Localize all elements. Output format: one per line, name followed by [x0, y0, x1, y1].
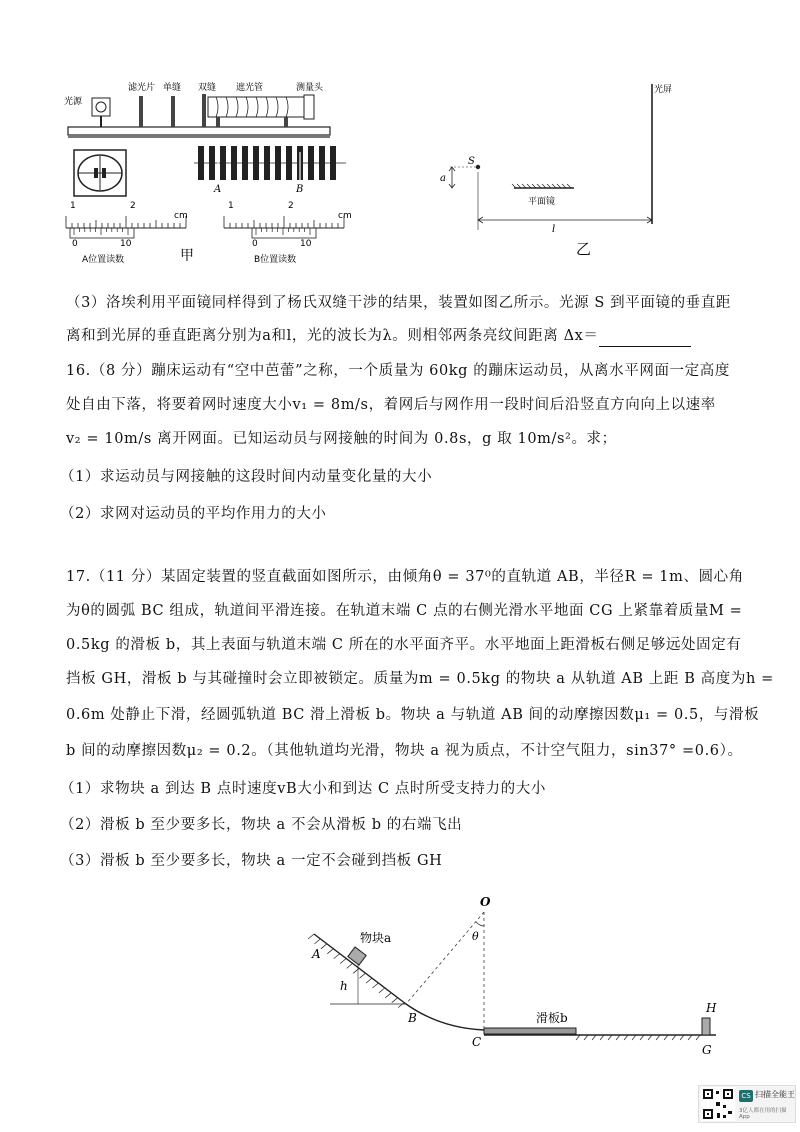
- label-h: h: [340, 979, 348, 993]
- label-G: G: [702, 1043, 712, 1057]
- incline-hatch: [360, 973, 366, 978]
- incline-hatch: [314, 939, 320, 944]
- watermark-sub: 3亿人都在用的扫描App: [739, 1108, 787, 1120]
- q16-line1: 16.（8 分）蹦床运动有“空中芭蕾”之称，一个质量为 60kg 的蹦床运动员，从离水平网面一定高度: [66, 363, 730, 379]
- ground-hatch: [656, 1035, 660, 1040]
- q17-line5: 0.6m 处静止下滑，经圆弧轨道 BC 滑上滑板 b。物块 a 与轨道 AB 间的动摩擦因数μ₁ = 0.5，与滑板: [66, 707, 760, 723]
- label-H: H: [706, 1001, 717, 1015]
- ruler-A-main-1: 1: [70, 201, 76, 211]
- ground-hatch: [608, 1035, 612, 1040]
- incline-hatch: [347, 963, 353, 968]
- q17-line1: 17.（11 分）某固定装置的竖直截面如图所示，由倾角θ = 37⁰的直轨道 AB，半径R = 1m、圆心角: [66, 569, 744, 585]
- figure-17: [300, 890, 740, 1070]
- q17-line4: 挡板 GH，滑板 b 与其碰撞时会立即被锁定。质量为m = 0.5kg 的物块 a 从轨道 AB 上距 B 高度为h =: [66, 671, 774, 687]
- q17-sub2: （2）滑板 b 至少要多长，物块 a 不会从滑板 b 的右端飞出: [60, 817, 463, 833]
- label-a: a: [440, 173, 446, 184]
- label-B: B: [408, 1011, 417, 1025]
- ruler-A-vernier-10: 10: [120, 239, 132, 249]
- label-mirror: 平面镜: [528, 197, 556, 207]
- ground-hatch: [576, 1035, 580, 1040]
- ground-hatch: [648, 1035, 652, 1040]
- ruler-B-main-1: 1: [228, 201, 234, 211]
- caption-B-reading: B位置读数: [254, 255, 297, 265]
- q17-sub3: （3）滑板 b 至少要多长，物块 a 一定不会碰到挡板 GH: [60, 853, 443, 869]
- incline-hatch: [372, 983, 378, 988]
- answer-blank[interactable]: [599, 332, 691, 347]
- ruler-A-vernier-0: 0: [72, 239, 78, 249]
- watermark-brand: 扫描全能王: [755, 1090, 795, 1099]
- incline-hatch: [366, 978, 372, 983]
- incline-hatch: [392, 998, 398, 1003]
- ruler-B-vernier-10: 10: [300, 239, 312, 249]
- q17-line2: 为θ的圆弧 BC 组成，轨道间平滑连接。在轨道末端 C 点的右侧光滑水平地面 CG 上紧靠着质量M =: [66, 603, 743, 619]
- ruler-B-vernier-0: 0: [252, 239, 258, 249]
- ground-hatch: [640, 1035, 644, 1040]
- label-single-slit: 单缝: [163, 83, 182, 93]
- incline-hatch: [327, 949, 333, 954]
- figure-jia: [56, 80, 356, 272]
- ground-hatch: [688, 1035, 692, 1040]
- caption-jia: 甲: [180, 248, 194, 264]
- mark-A: A: [214, 184, 222, 195]
- ground-hatch: [592, 1035, 596, 1040]
- label-measuring-head: 测量头: [296, 83, 324, 93]
- ground-hatch: [584, 1035, 588, 1040]
- label-C: C: [472, 1035, 482, 1049]
- label-filter: 滤光片: [128, 83, 156, 93]
- incline-hatch: [308, 934, 314, 939]
- label-A: A: [312, 947, 321, 961]
- cs-badge: CS: [739, 1090, 753, 1102]
- q17-line6: b 间的动摩擦因数μ₂ = 0.2。（其他轨道均光滑，物块 a 视为质点，不计空气阻力，sin37° =0.6）。: [66, 743, 743, 759]
- ruler-B-main-2: 2: [288, 201, 294, 211]
- incline-hatch: [321, 944, 327, 949]
- label-theta: θ: [472, 930, 479, 943]
- ground-hatch: [696, 1035, 700, 1040]
- label-source-S: S: [468, 156, 475, 167]
- ruler-A-unit: cm: [174, 211, 188, 221]
- caption-yi: 乙: [576, 240, 592, 258]
- label-tube: 遮光管: [236, 83, 264, 93]
- q17-sub1: （1）求物块 a 到达 B 点时速度vB大小和到达 C 点时所受支持力的大小: [60, 781, 546, 797]
- ground-hatch: [616, 1035, 620, 1040]
- incline-hatch: [340, 959, 346, 964]
- ground-hatch: [624, 1035, 628, 1040]
- label-double-slit: 双缝: [198, 83, 217, 93]
- ground-hatch: [664, 1035, 668, 1040]
- q16-line2: 处自由下落，将要着网时速度大小v₁ = 8m/s，着网后与网作用一段时间后沿竖直方向向上以速率: [66, 397, 716, 413]
- ground-hatch: [680, 1035, 684, 1040]
- label-block-a: 物块a: [360, 931, 392, 945]
- ground-hatch: [632, 1035, 636, 1040]
- q15-3-line2: [66, 325, 691, 347]
- mark-B: B: [296, 184, 304, 195]
- ruler-B-unit: cm: [338, 211, 352, 221]
- ground-hatch: [672, 1035, 676, 1040]
- qr-code-icon: [701, 1087, 735, 1121]
- caption-A-reading: A位置读数: [82, 255, 125, 265]
- q15-3-line2-text: 离和到光屏的垂直距离分别为a和l，光的波长为λ。则相邻两条亮纹间距离 Δx＝: [66, 328, 599, 344]
- scanner-watermark: [698, 1085, 796, 1123]
- q15-3-line1: （3）洛埃利用平面镜同样得到了杨氏双缝干涉的结果，装置如图乙所示。光源 S 到平面镜的垂直距: [66, 295, 731, 311]
- label-l: l: [552, 224, 556, 235]
- ground-hatch: [600, 1035, 604, 1040]
- incline-hatch: [379, 988, 385, 993]
- incline-hatch: [334, 954, 340, 959]
- label-board-b: 滑板b: [536, 1011, 568, 1025]
- label-O: O: [480, 895, 491, 909]
- incline-hatch: [398, 1003, 404, 1008]
- q16-sub2: （2）求网对运动员的平均作用力的大小: [60, 506, 327, 522]
- label-light-source: 光源: [64, 97, 83, 107]
- q16-line3: v₂ = 10m/s 离开网面。已知运动员与网接触的时间为 0.8s，g 取 10m/s²。求；: [66, 431, 617, 447]
- label-screen: 光屏: [654, 85, 673, 95]
- q16-sub1: （1）求运动员与网接触的这段时间内动量变化量的大小: [60, 469, 433, 485]
- figure-yi: [430, 80, 690, 260]
- ruler-A-main-2: 2: [130, 201, 136, 211]
- incline-hatch: [385, 993, 391, 998]
- q17-line3: 0.5kg 的滑板 b，其上表面与轨道末端 C 所在的水平面齐平。水平地面上距滑板右侧足够远处固定有: [66, 637, 742, 653]
